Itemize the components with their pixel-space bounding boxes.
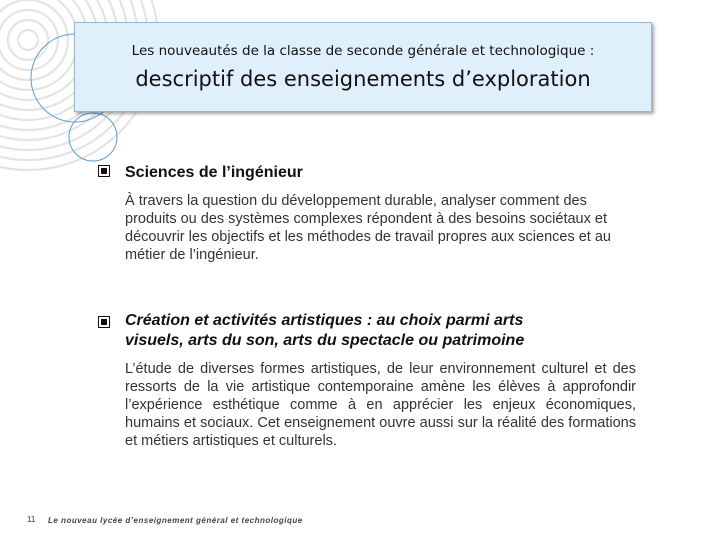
square-bullet-icon bbox=[98, 165, 110, 177]
section-2-heading-line-2: visuels, arts du son, arts du spectacle ou patrimoine bbox=[125, 332, 525, 349]
footer-text: Le nouveau lycée d’enseignement général et technologique bbox=[48, 516, 303, 525]
section-1-body: À travers la question du développement durable, analyser comment des produits ou des systèmes complexes répondent à des besoins sociétaux et découvrir les objectifs et les méthodes de travail propres aux sciences et au métier de l’ingénieur. bbox=[125, 193, 611, 263]
section-1-heading: Sciences de l’ingénieur bbox=[125, 164, 303, 181]
square-bullet-icon bbox=[98, 316, 110, 328]
title-line-1: Les nouveautés de la classe de seconde générale et technologique : bbox=[131, 43, 595, 59]
title-line-2: descriptif des enseignements d’exploration bbox=[135, 67, 591, 91]
section-2-body: L’étude de diverses formes artistiques, de leur environnement culturel et des ressorts de la vie artistique contemporaine amène les élèves à approfondir l’expérience esthétique comme à en apprécier les enjeux économiques, humains et sociaux. Cet enseignement ouvre aussi sur la réalité des formations et métiers artistiques et culturels. bbox=[125, 361, 636, 449]
title-banner bbox=[74, 22, 652, 112]
section-2-heading-line-1: Création et activités artistiques : au choix parmi arts bbox=[125, 312, 524, 329]
page-number: 11 bbox=[27, 515, 36, 524]
